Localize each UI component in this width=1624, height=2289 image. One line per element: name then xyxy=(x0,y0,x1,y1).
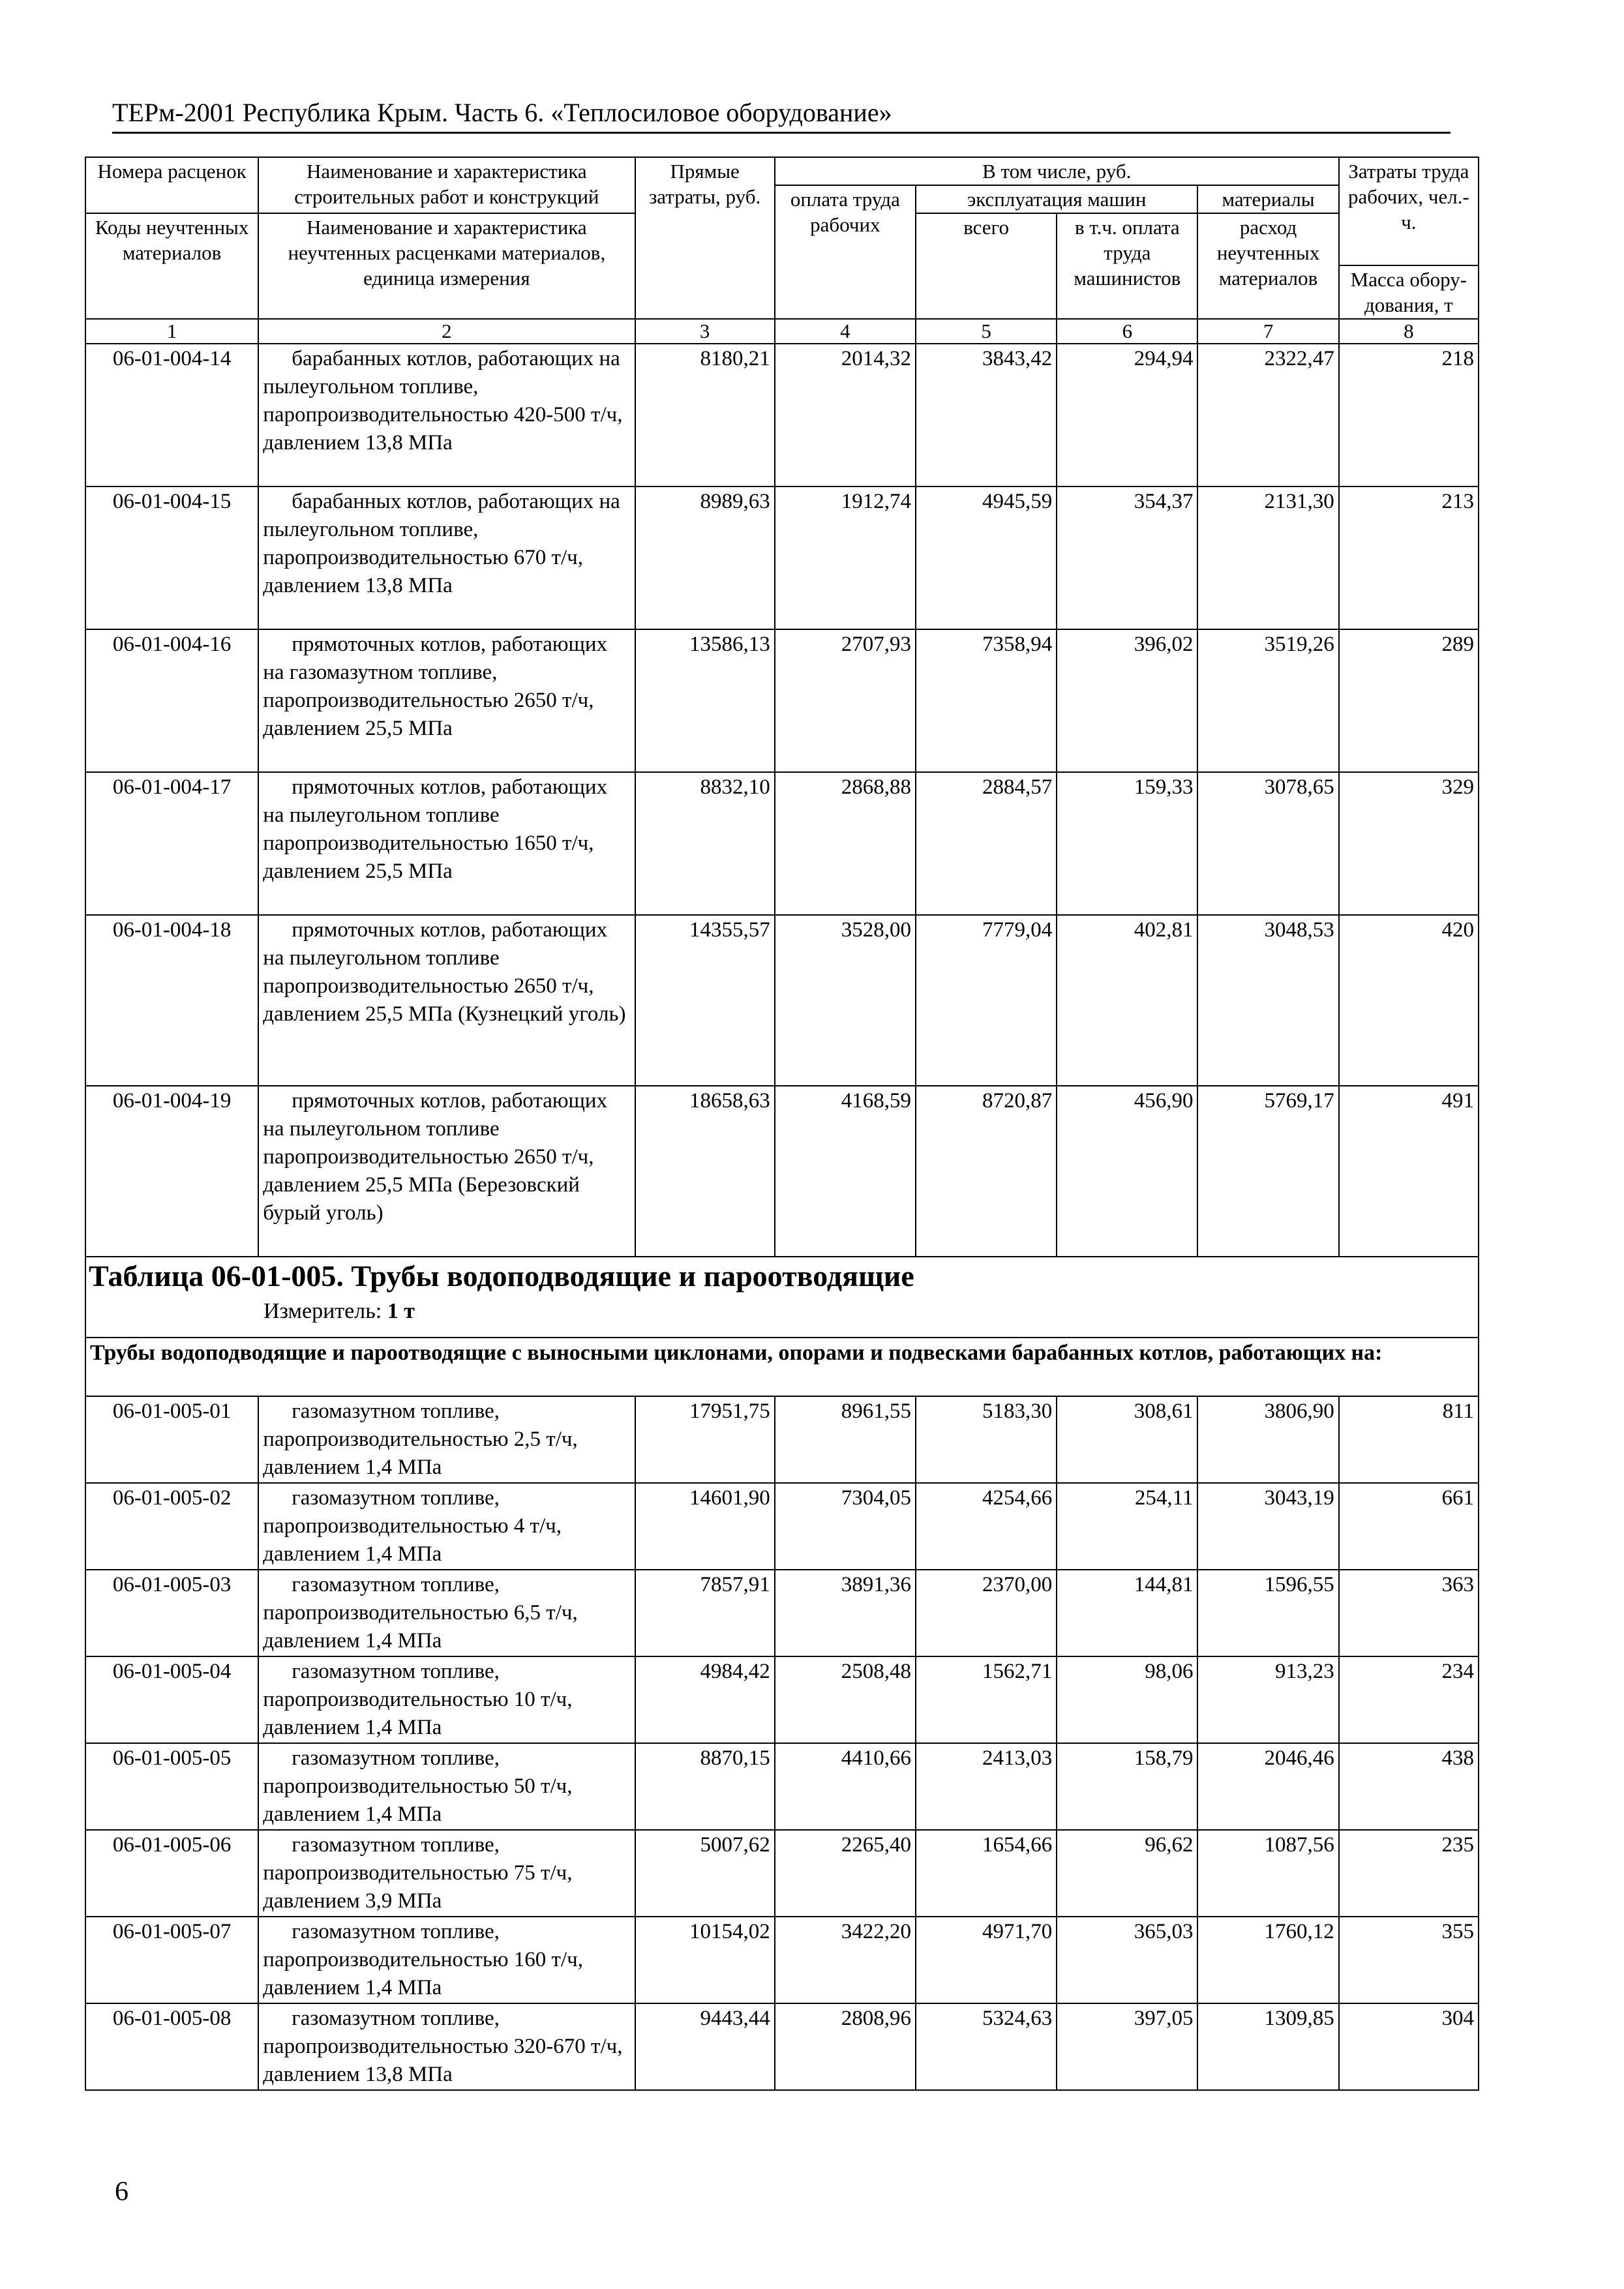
operators-pay: 158,79 xyxy=(1057,1743,1197,1830)
col-rate-number-header: Номера расценок xyxy=(85,157,258,213)
labor-pay: 2265,40 xyxy=(775,1830,916,1917)
col-labor-pay-header: оплата труда рабочих xyxy=(775,185,916,319)
direct-cost: 13586,13 xyxy=(635,629,775,772)
operators-pay: 159,33 xyxy=(1057,772,1197,915)
labor-pay: 3891,36 xyxy=(775,1570,916,1656)
table-row xyxy=(85,629,1479,772)
materials-cost: 1087,56 xyxy=(1197,1830,1338,1917)
rate-name: барабанных котлов, работающих на пылеугольном топливе, паропроизводительностью 420-500 т/ч, давлением 13,8 МПа xyxy=(258,344,635,486)
materials-cost: 3519,26 xyxy=(1197,629,1338,772)
rate-name: газомазутном топливе, паропроизводительностью 10 т/ч, давлением 1,4 МПа xyxy=(258,1656,635,1743)
operators-pay: 96,62 xyxy=(1057,1830,1197,1917)
operators-pay: 365,03 xyxy=(1057,1917,1197,2003)
labor-pay: 2868,88 xyxy=(775,772,916,915)
labor-hours: 213 xyxy=(1339,486,1479,629)
machines-total: 4945,59 xyxy=(916,486,1057,629)
operators-pay: 254,11 xyxy=(1057,1483,1197,1570)
table-row xyxy=(85,344,1479,486)
labor-hours: 234 xyxy=(1339,1656,1479,1743)
materials-cost: 3806,90 xyxy=(1197,1396,1338,1483)
labor-pay: 3528,00 xyxy=(775,915,916,1086)
col-number: 4 xyxy=(775,319,916,344)
direct-cost: 18658,63 xyxy=(635,1086,775,1257)
labor-pay: 2508,48 xyxy=(775,1656,916,1743)
rate-name: прямоточных котлов, работающих на пылеугольном топливе паропроизводительностью 1650 т/ч, давлением 25,5 МПа xyxy=(258,772,635,915)
labor-hours: 661 xyxy=(1339,1483,1479,1570)
table-row xyxy=(85,1086,1479,1257)
direct-cost: 8870,15 xyxy=(635,1743,775,1830)
operators-pay: 396,02 xyxy=(1057,629,1197,772)
materials-cost: 2322,47 xyxy=(1197,344,1338,486)
labor-hours: 218 xyxy=(1339,344,1479,486)
col-equipment-mass-header: Масса обору-дования, т xyxy=(1339,265,1479,319)
rate-name: газомазутном топливе, паропроизводительностью 50 т/ч, давлением 1,4 МПа xyxy=(258,1743,635,1830)
labor-hours: 491 xyxy=(1339,1086,1479,1257)
machines-total: 5183,30 xyxy=(916,1396,1057,1483)
rate-name: прямоточных котлов, работающих на пылеугольном топливе паропроизводительностью 2650 т/ч, давлением 25,5 МПа (Кузнецкий уголь) xyxy=(258,915,635,1086)
materials-cost: 1760,12 xyxy=(1197,1917,1338,2003)
direct-cost: 7857,91 xyxy=(635,1570,775,1656)
rate-code: 06-01-004-18 xyxy=(85,915,258,1086)
table-row xyxy=(85,1917,1479,2003)
rate-code: 06-01-004-19 xyxy=(85,1086,258,1257)
rate-name: газомазутном топливе, паропроизводительностью 4 т/ч, давлением 1,4 МПа xyxy=(258,1483,635,1570)
materials-cost: 1596,55 xyxy=(1197,1570,1338,1656)
direct-cost: 4984,42 xyxy=(635,1656,775,1743)
table-header xyxy=(85,157,1479,344)
col-materials-header: материалы xyxy=(1197,185,1338,213)
machines-total: 2884,57 xyxy=(916,772,1057,915)
rate-code: 06-01-005-04 xyxy=(85,1656,258,1743)
table-row xyxy=(85,915,1479,1086)
col-number: 5 xyxy=(916,319,1057,344)
machines-total: 7358,94 xyxy=(916,629,1057,772)
rate-code: 06-01-005-06 xyxy=(85,1830,258,1917)
table-title: Таблица 06-01-005. Трубы водоподводящие и пароотводящие xyxy=(89,1259,914,1293)
direct-cost: 14601,90 xyxy=(635,1483,775,1570)
table-004-rows xyxy=(85,344,1479,1257)
col-number: 2 xyxy=(258,319,635,344)
rate-name: прямоточных котлов, работающих на пылеугольном топливе паропроизводительностью 2650 т/ч, давлением 25,5 МПа (Березовский бурый уголь) xyxy=(258,1086,635,1257)
table-row xyxy=(85,1743,1479,1830)
rate-name: газомазутном топливе, паропроизводительностью 2,5 т/ч, давлением 1,4 МПа xyxy=(258,1396,635,1483)
materials-cost: 5769,17 xyxy=(1197,1086,1338,1257)
col-operators-pay-header: в т.ч. оплата труда машинистов xyxy=(1057,213,1197,319)
direct-cost: 8180,21 xyxy=(635,344,775,486)
machines-total: 4254,66 xyxy=(916,1483,1057,1570)
col-material-codes-header: Коды неучтенных материалов xyxy=(85,213,258,319)
table-row xyxy=(85,1483,1479,1570)
machines-total: 8720,87 xyxy=(916,1086,1057,1257)
table-row xyxy=(85,2003,1479,2090)
labor-hours: 420 xyxy=(1339,915,1479,1086)
machines-total: 7779,04 xyxy=(916,915,1057,1086)
col-number: 1 xyxy=(85,319,258,344)
measure-label: Измеритель: xyxy=(263,1299,382,1323)
operators-pay: 456,90 xyxy=(1057,1086,1197,1257)
rate-code: 06-01-004-16 xyxy=(85,629,258,772)
col-unaccounted-materials-header: расход неучтенных материалов xyxy=(1197,213,1338,319)
col-work-name-header: Наименование и характеристика строительных работ и конструкций xyxy=(258,157,635,213)
col-number: 6 xyxy=(1057,319,1197,344)
labor-pay: 3422,20 xyxy=(775,1917,916,2003)
materials-cost: 2131,30 xyxy=(1197,486,1338,629)
rate-code: 06-01-005-08 xyxy=(85,2003,258,2090)
labor-pay: 2808,96 xyxy=(775,2003,916,2090)
rate-name: газомазутном топливе, паропроизводительностью 320-670 т/ч, давлением 13,8 МПа xyxy=(258,2003,635,2090)
direct-cost: 8832,10 xyxy=(635,772,775,915)
labor-pay: 4168,59 xyxy=(775,1086,916,1257)
labor-hours: 304 xyxy=(1339,2003,1479,2090)
operators-pay: 98,06 xyxy=(1057,1656,1197,1743)
rate-code: 06-01-004-14 xyxy=(85,344,258,486)
table-005-heading xyxy=(85,1257,1479,1396)
direct-cost: 8989,63 xyxy=(635,486,775,629)
rate-code: 06-01-005-07 xyxy=(85,1917,258,2003)
group-heading: Трубы водоподводящие и пароотводящие с выносными циклонами, опорами и подвесками барабанных котлов, работающих на: xyxy=(85,1338,1479,1396)
labor-hours: 438 xyxy=(1339,1743,1479,1830)
materials-cost: 913,23 xyxy=(1197,1656,1338,1743)
machines-total: 5324,63 xyxy=(916,2003,1057,2090)
operators-pay: 402,81 xyxy=(1057,915,1197,1086)
operators-pay: 308,61 xyxy=(1057,1396,1197,1483)
rate-code: 06-01-005-05 xyxy=(85,1743,258,1830)
rate-code: 06-01-004-15 xyxy=(85,486,258,629)
labor-hours: 811 xyxy=(1339,1396,1479,1483)
direct-cost: 9443,44 xyxy=(635,2003,775,2090)
table-row xyxy=(85,772,1479,915)
operators-pay: 144,81 xyxy=(1057,1570,1197,1656)
machines-total: 2370,00 xyxy=(916,1570,1057,1656)
rate-code: 06-01-005-02 xyxy=(85,1483,258,1570)
col-machines-total-header: всего xyxy=(916,213,1057,319)
rates-table xyxy=(85,157,1479,2091)
labor-pay: 1912,74 xyxy=(775,486,916,629)
labor-hours: 329 xyxy=(1339,772,1479,915)
table-005-rows xyxy=(85,1396,1479,2090)
machines-total: 4971,70 xyxy=(916,1917,1057,2003)
materials-cost: 2046,46 xyxy=(1197,1743,1338,1830)
operators-pay: 397,05 xyxy=(1057,2003,1197,2090)
labor-hours: 363 xyxy=(1339,1570,1479,1656)
table-row xyxy=(85,1656,1479,1743)
machines-total: 1654,66 xyxy=(916,1830,1057,1917)
labor-hours: 355 xyxy=(1339,1917,1479,2003)
direct-cost: 10154,02 xyxy=(635,1917,775,2003)
col-in-total-header: В том числе, руб. xyxy=(775,157,1339,185)
col-number: 7 xyxy=(1197,319,1338,344)
rate-code: 06-01-005-01 xyxy=(85,1396,258,1483)
labor-hours: 289 xyxy=(1339,629,1479,772)
rate-name: прямоточных котлов, работающих на газомазутном топливе, паропроизводительностью 2650 т/ч, давлением 25,5 МПа xyxy=(258,629,635,772)
table-row xyxy=(85,1396,1479,1483)
operators-pay: 294,94 xyxy=(1057,344,1197,486)
table-row xyxy=(85,486,1479,629)
rate-code: 06-01-005-03 xyxy=(85,1570,258,1656)
rate-name: газомазутном топливе, паропроизводительностью 75 т/ч, давлением 3,9 МПа xyxy=(258,1830,635,1917)
col-material-name-header: Наименование и характеристика неучтенных расценками материалов, единица измерения xyxy=(258,213,635,319)
col-labor-hours-header: Затраты труда рабочих, чел.-ч. xyxy=(1339,157,1479,265)
page-number: 6 xyxy=(115,2177,128,2207)
col-number: 8 xyxy=(1339,319,1479,344)
materials-cost: 1309,85 xyxy=(1197,2003,1338,2090)
machines-total: 1562,71 xyxy=(916,1656,1057,1743)
table-005-title-cell xyxy=(85,1257,1479,1338)
measure-value: 1 т xyxy=(387,1299,415,1323)
labor-pay: 4410,66 xyxy=(775,1743,916,1830)
materials-cost: 3043,19 xyxy=(1197,1483,1338,1570)
machines-total: 2413,03 xyxy=(916,1743,1057,1830)
table-row xyxy=(85,1830,1479,1917)
table-row xyxy=(85,1570,1479,1656)
col-machines-header: эксплуатация машин xyxy=(916,185,1197,213)
measure-line xyxy=(263,1297,1474,1326)
materials-cost: 3078,65 xyxy=(1197,772,1338,915)
rate-name: газомазутном топливе, паропроизводительностью 160 т/ч, давлением 1,4 МПа xyxy=(258,1917,635,2003)
labor-pay: 2014,32 xyxy=(775,344,916,486)
labor-pay: 8961,55 xyxy=(775,1396,916,1483)
direct-cost: 17951,75 xyxy=(635,1396,775,1483)
rate-code: 06-01-004-17 xyxy=(85,772,258,915)
rate-name: барабанных котлов, работающих на пылеугольном топливе, паропроизводительностью 670 т/ч, давлением 13,8 МПа xyxy=(258,486,635,629)
direct-cost: 14355,57 xyxy=(635,915,775,1086)
operators-pay: 354,37 xyxy=(1057,486,1197,629)
rate-name: газомазутном топливе, паропроизводительностью 6,5 т/ч, давлением 1,4 МПа xyxy=(258,1570,635,1656)
page-header: ТЕРм-2001 Республика Крым. Часть 6. «Теплосиловое оборудование» xyxy=(112,97,1451,134)
materials-cost: 3048,53 xyxy=(1197,915,1338,1086)
machines-total: 3843,42 xyxy=(916,344,1057,486)
col-number: 3 xyxy=(635,319,775,344)
labor-hours: 235 xyxy=(1339,1830,1479,1917)
labor-pay: 2707,93 xyxy=(775,629,916,772)
direct-cost: 5007,62 xyxy=(635,1830,775,1917)
labor-pay: 7304,05 xyxy=(775,1483,916,1570)
col-direct-cost-header: Прямые затраты, руб. xyxy=(635,157,775,319)
